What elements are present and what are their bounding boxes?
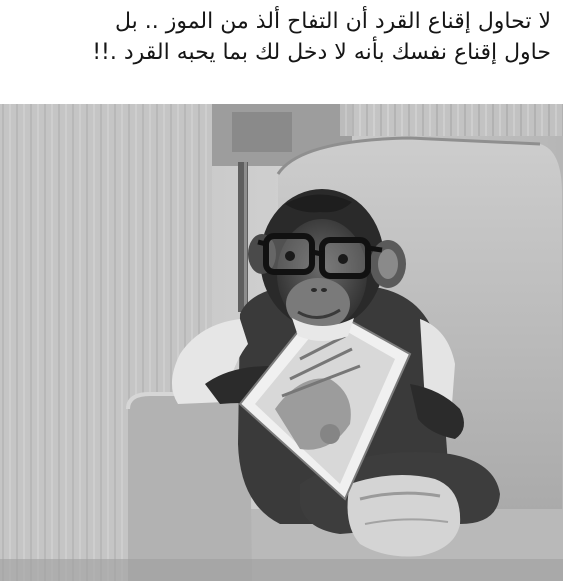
caption-line-2: حاول إقناع نفسك بأنه لا دخل لك بما يحبه القرد .!! [92,40,551,65]
armchair-left-arm [128,394,252,581]
caption-line-1: لا تحاول إقناع القرد أن التفاح ألذ من الموز .. بل [114,9,551,34]
meme-caption [0,0,563,104]
shoe [348,475,461,557]
chimp-reading-photo [0,104,563,581]
